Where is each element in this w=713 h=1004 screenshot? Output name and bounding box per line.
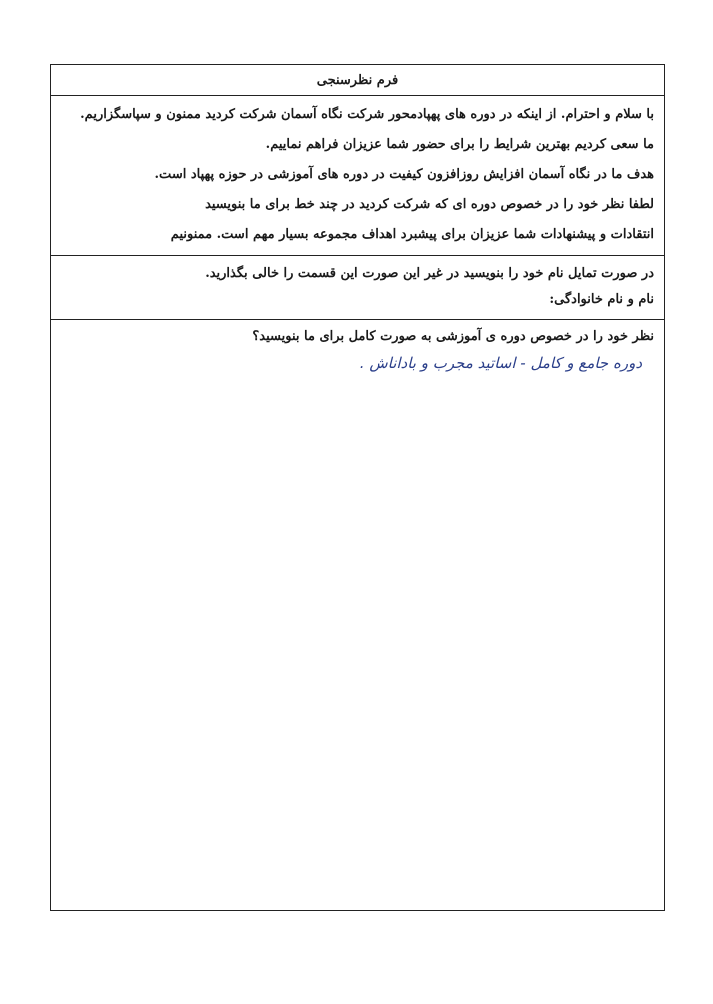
form-title: فرم نظرسنجی [316,72,399,88]
name-section [51,256,664,320]
intro-line-conditions: ما سعی کردیم بهترین شرایط را برای حضور شما عزیزان فراهم نماییم. [265,137,654,152]
intro-line-thanks: انتقادات و پیشنهادات شما عزیزان برای پیشبرد اهداف مجموعه بسیار مهم است. ممنونیم [170,227,654,242]
name-field-label[interactable]: نام و نام خانوادگی: [549,291,654,307]
opinion-question: نظر خود را در خصوص دوره ی آموزشی به صورت کامل برای ما بنویسید؟ [252,328,654,344]
intro-section [51,96,664,256]
form-title-row [51,65,664,96]
opinion-section [51,320,664,372]
intro-line-goal: هدف ما در نگاه آسمان افزایش روزافزون کیفیت در دوره های آموزشی در حوزه پهپاد است. [154,167,654,182]
handwritten-answer[interactable]: دوره جامع و کامل - اساتید مجرب و باداناش . [359,354,642,372]
intro-line-greeting: با سلام و احترام. از اینکه در دوره های پهپادمحور شرکت نگاه آسمان شرکت کردید ممنون و سپاسگزاریم. [80,107,654,122]
name-instruction: در صورت تمایل نام خود را بنویسید در غیر این صورت این قسمت را خالی بگذارید. [205,265,654,281]
intro-line-request: لطفا نظر خود را در خصوص دوره ای که شرکت کردید در چند خط برای ما بنویسید [205,197,654,212]
survey-form [50,64,665,911]
